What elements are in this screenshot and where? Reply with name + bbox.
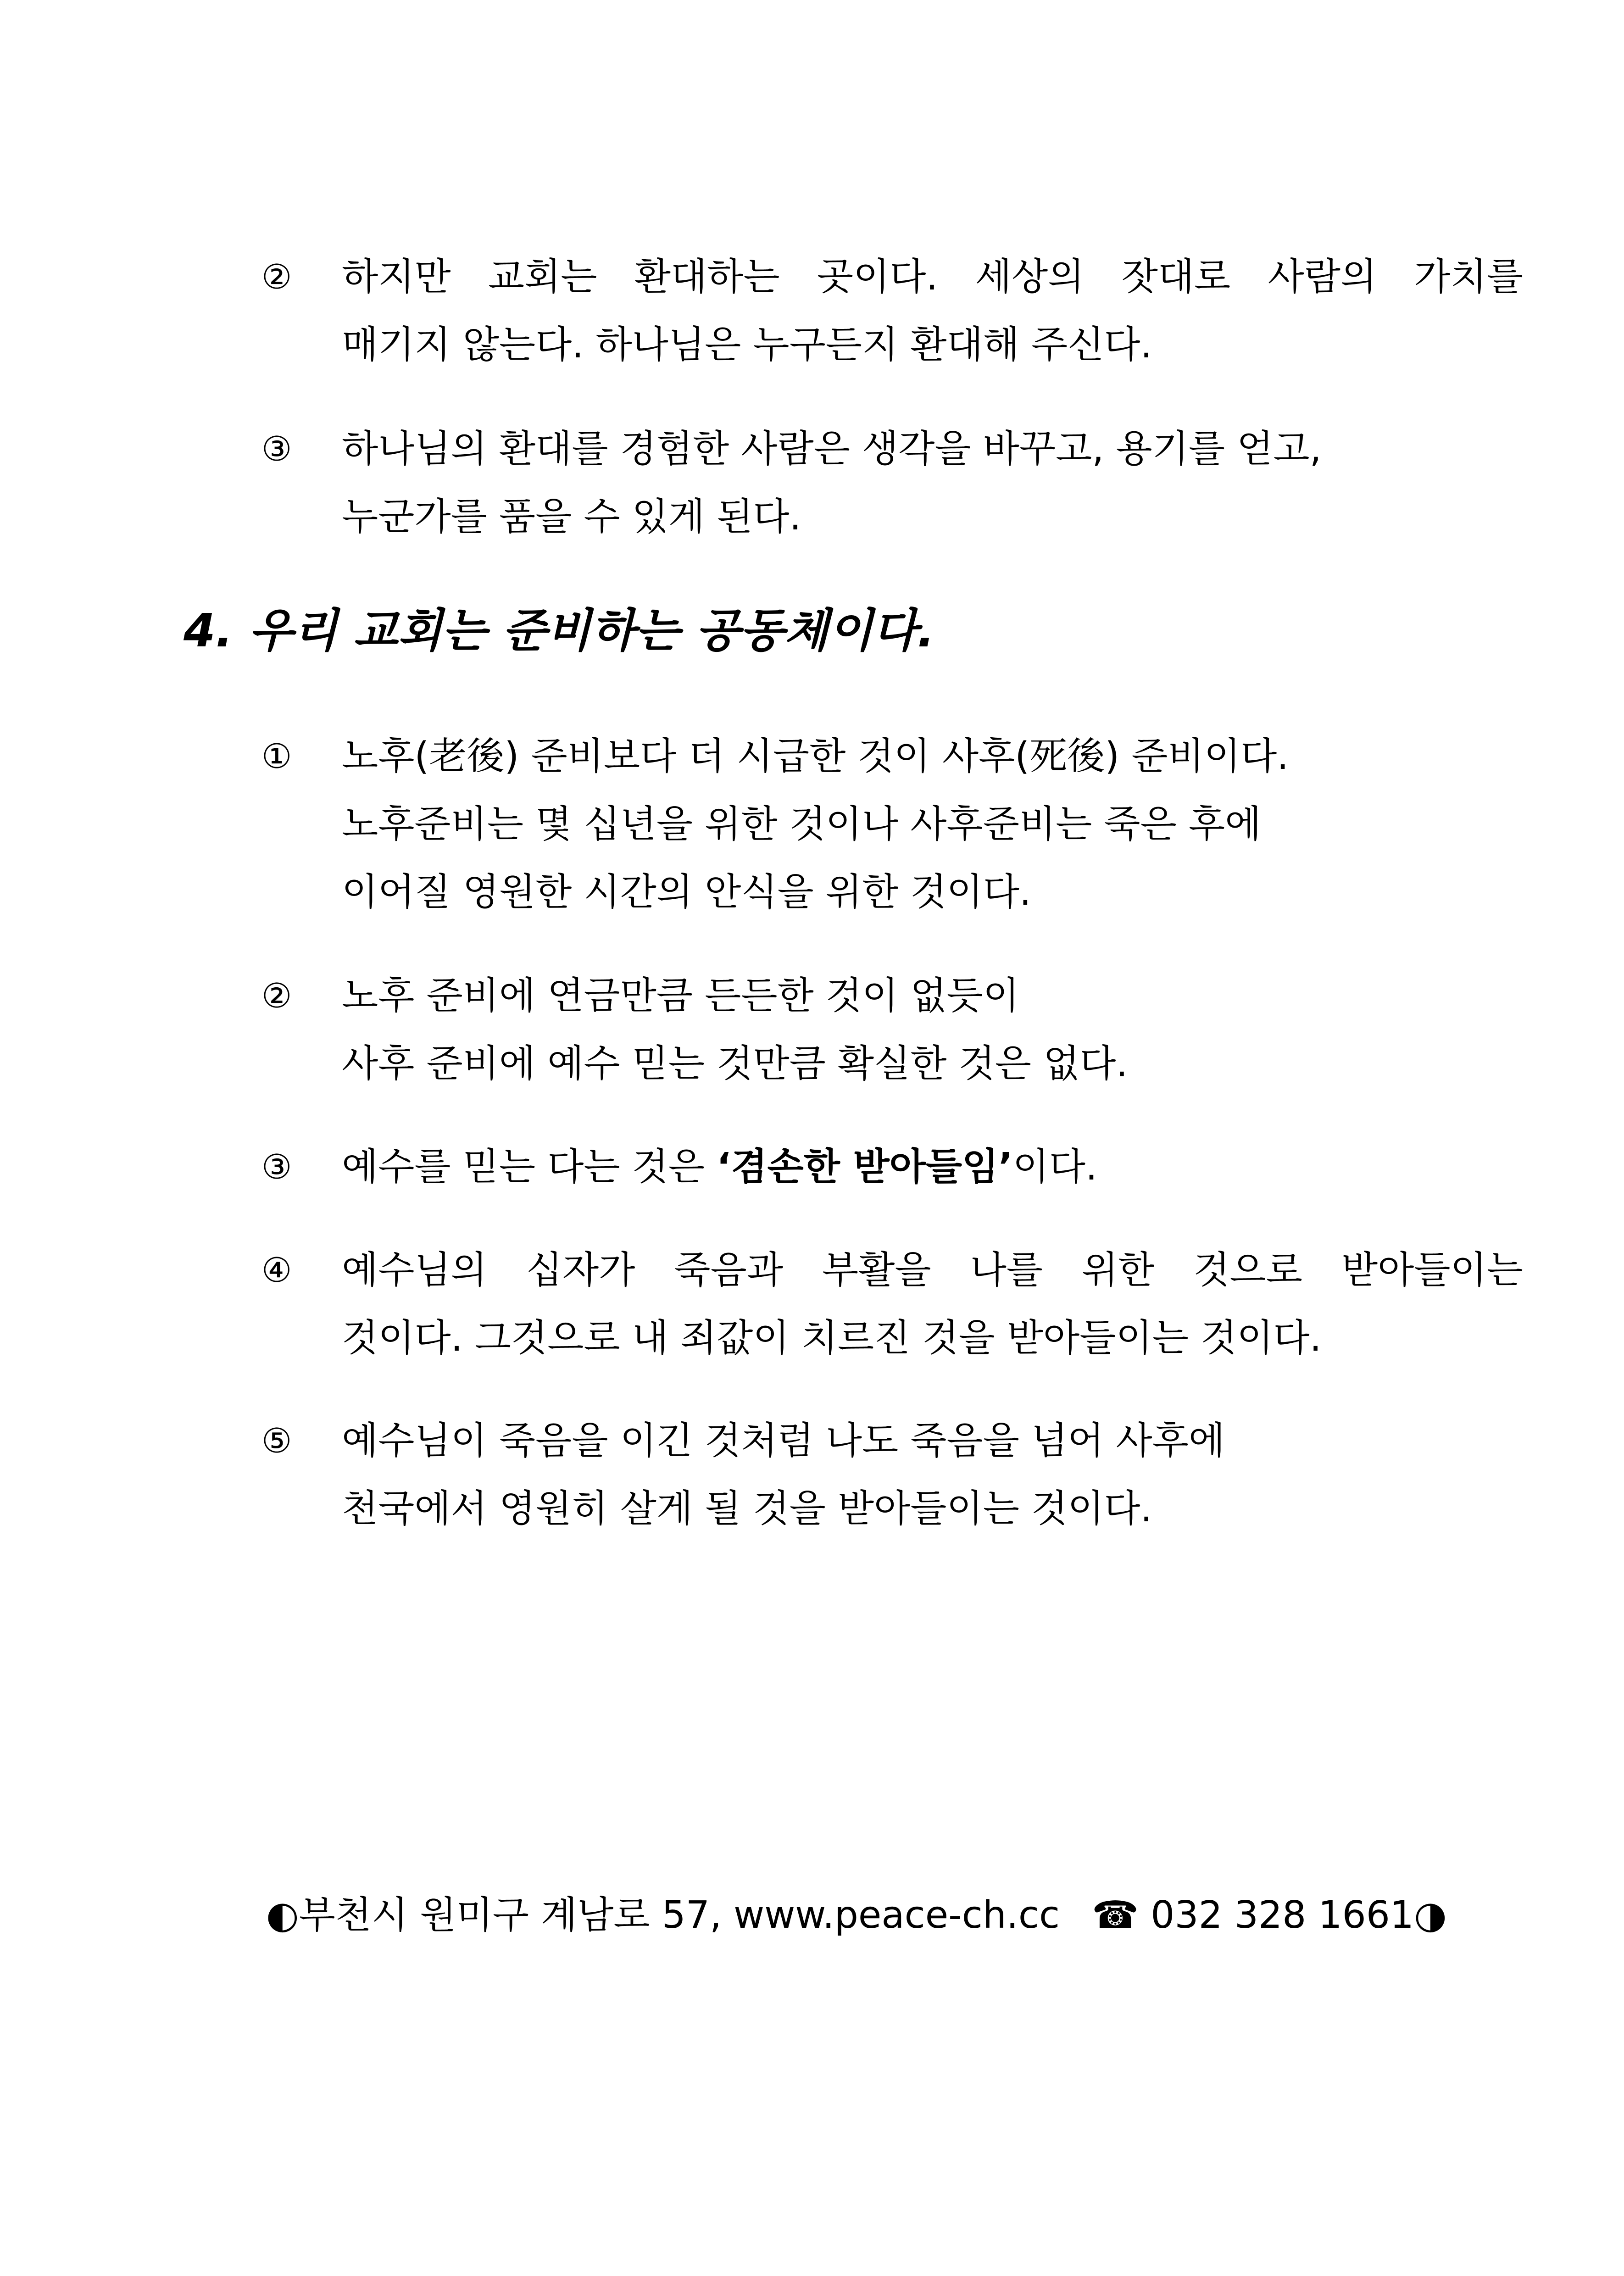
item-text bbox=[342, 962, 1523, 1098]
item-marker: ③ bbox=[261, 1147, 292, 1187]
emphasis-text: ‘겸손한 받아들임’ bbox=[717, 1145, 1013, 1189]
item-line: 노후준비는 몇 십년을 위한 것이나 사후준비는 죽은 후에 bbox=[342, 802, 1262, 846]
item-marker: ⑤ bbox=[261, 1421, 292, 1461]
item-line: 하지만 교회는 환대하는 곳이다. 세상의 잣대로 사람의 가치를 bbox=[342, 255, 1523, 299]
item-marker: ③ bbox=[261, 429, 292, 469]
item-marker: ② bbox=[261, 976, 292, 1016]
item-text bbox=[342, 1133, 1523, 1201]
item-line: 매기지 않는다. 하나님은 누구든지 환대해 주신다. bbox=[342, 323, 1152, 367]
item-line: 사후 준비에 예수 믿는 것만큼 확실한 것은 없다. bbox=[342, 1042, 1128, 1085]
item-line: 이어질 영원한 시간의 안식을 위한 것이다. bbox=[342, 870, 1031, 914]
half-circle-left-icon: ◐ bbox=[266, 1893, 299, 1937]
half-circle-right-icon: ◑ bbox=[1414, 1893, 1447, 1937]
item-line bbox=[342, 1133, 1523, 1201]
item-line: 하나님의 환대를 경험한 사람은 생각을 바꾸고, 용기를 얻고, bbox=[342, 427, 1322, 471]
item-text bbox=[342, 1236, 1523, 1372]
footer-phone: 032 328 1661 bbox=[1151, 1893, 1414, 1937]
phone-icon: ☎ bbox=[1092, 1893, 1139, 1937]
item-marker: ① bbox=[261, 737, 292, 776]
section-heading: 4. 우리 교회는 준비하는 공동체이다. bbox=[184, 604, 935, 657]
item-line: 예수님의 십자가 죽음과 부활을 나를 위한 것으로 받아들이는 bbox=[342, 1248, 1523, 1292]
item-text bbox=[342, 723, 1523, 926]
item-text bbox=[342, 243, 1523, 379]
item-text bbox=[342, 415, 1523, 551]
item-line: 예수님이 죽음을 이긴 것처럼 나도 죽음을 넘어 사후에 bbox=[342, 1419, 1225, 1463]
item-text-prefix: 예수를 믿는 다는 것은 bbox=[342, 1145, 717, 1189]
item-line: 노후 준비에 연금만큼 든든한 것이 없듯이 bbox=[342, 974, 1019, 1018]
item-text bbox=[342, 1407, 1523, 1543]
item-line: 것이다. 그것으로 내 죄값이 치르진 것을 받아들이는 것이다. bbox=[342, 1316, 1322, 1360]
item-marker: ② bbox=[261, 257, 292, 297]
item-marker: ④ bbox=[261, 1251, 292, 1290]
footer-address: 부천시 원미구 계남로 57, www.peace-ch.cc bbox=[299, 1893, 1060, 1937]
footer bbox=[266, 1881, 1447, 1950]
item-text-suffix: 이다. bbox=[1012, 1145, 1098, 1189]
item-line: 천국에서 영원히 살게 될 것을 받아들이는 것이다. bbox=[342, 1487, 1152, 1530]
item-line: 누군가를 품을 수 있게 된다. bbox=[342, 495, 801, 539]
item-line: 노후(老後) 준비보다 더 시급한 것이 사후(死後) 준비이다. bbox=[342, 735, 1289, 778]
